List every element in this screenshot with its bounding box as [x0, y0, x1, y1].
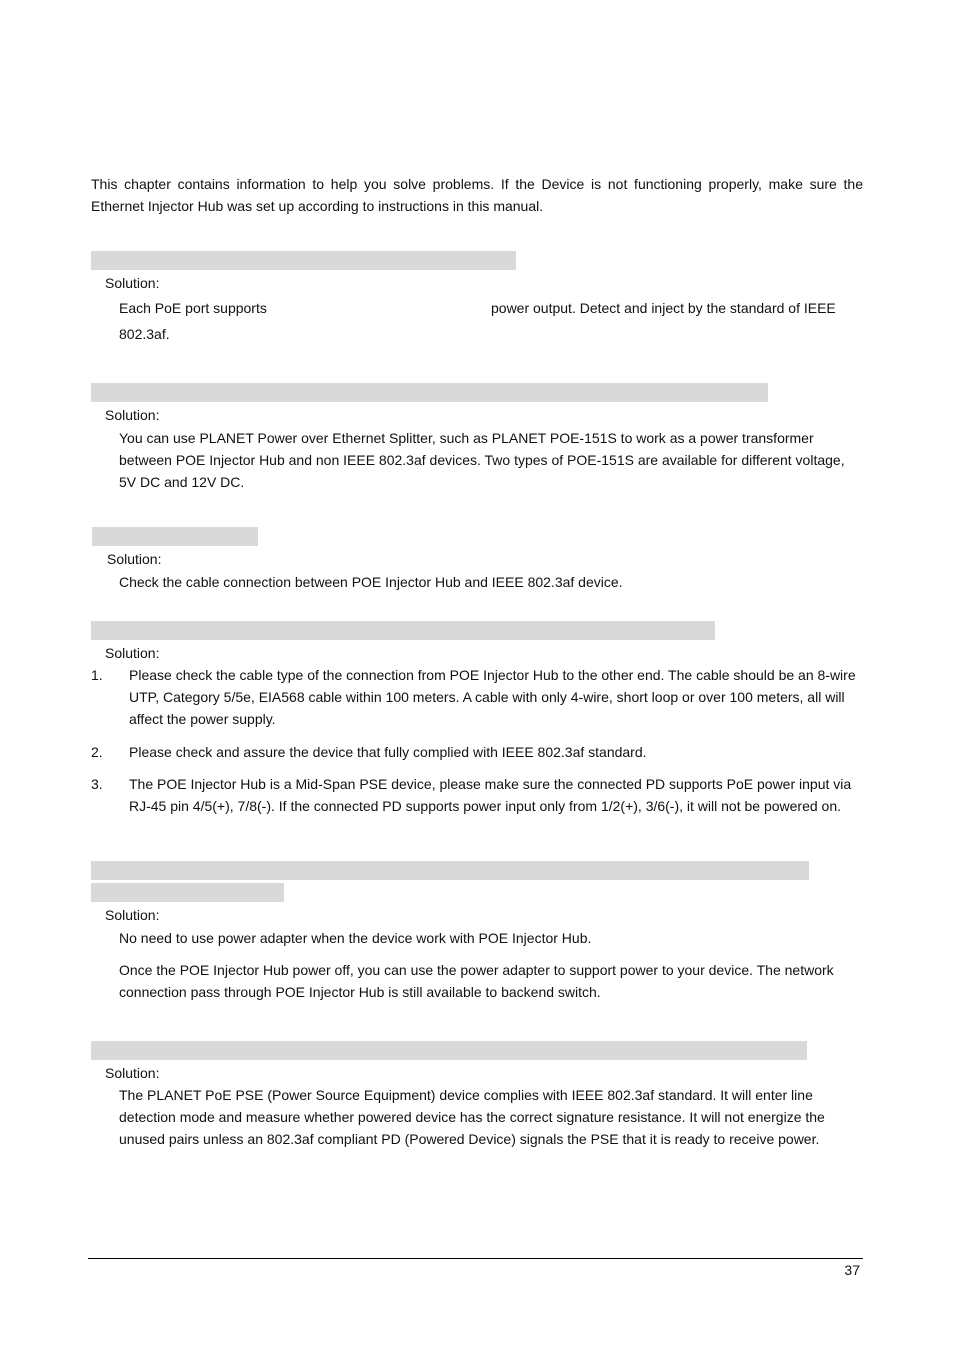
- list-number: 1.: [91, 667, 103, 683]
- section-heading-bar: [91, 251, 516, 270]
- section-heading-bar: [91, 621, 715, 640]
- section-text: Check the cable connection between POE Injector Hub and IEEE 802.3af device.: [119, 574, 623, 590]
- section-text: You can use PLANET Power over Ethernet Splitter, such as PLANET POE-151S to work as a power transformer between POE Injector Hub and non IEEE 802.3af devices. Two types of POE-151S are available for different voltage, 5V DC and 12V DC.: [119, 430, 845, 490]
- section-text: The PLANET PoE PSE (Power Source Equipment) device complies with IEEE 802.3af standard. It will enter line detection mode and measure whether powered device has the correct signature resistance. It will not energize the unused pairs unless an 802.3af compliant PD (Powered Device) signals the PSE that it is ready to receive power.: [119, 1087, 825, 1147]
- section-heading-bar: [91, 1041, 807, 1060]
- solution-label: Solution:: [105, 907, 160, 923]
- section-heading-bar: [91, 383, 768, 402]
- list-number: 3.: [91, 776, 103, 792]
- list-text: Please check and assure the device that fully complied with IEEE 802.3af standard.: [129, 744, 647, 760]
- section-heading-bar: [92, 527, 258, 546]
- solution-label: Solution:: [105, 645, 160, 661]
- solution-label: Solution:: [105, 407, 160, 423]
- solution-label: Solution:: [107, 551, 162, 567]
- solution-label: Solution:: [105, 275, 160, 291]
- section-text: 802.3af.: [119, 326, 170, 342]
- solution-label: Solution:: [105, 1065, 160, 1081]
- section-heading-bar: [91, 861, 809, 880]
- section-text: Once the POE Injector Hub power off, you can use the power adapter to support power to your device. The network connection pass through POE Injector Hub is still available to backend switch.: [119, 962, 834, 1000]
- section-text: power output. Detect and inject by the standard of IEEE: [491, 300, 836, 316]
- footer-rule: [88, 1258, 863, 1259]
- section-heading-bar: [91, 883, 284, 902]
- list-text: Please check the cable type of the connection from POE Injector Hub to the other end. The cable should be an 8-wire UTP, Category 5/5e, EIA568 cable within 100 meters. A cable with only 4-wire, short loop or over 100 meters, all will affect the power supply.: [129, 667, 856, 727]
- list-number: 2.: [91, 744, 103, 760]
- section-text: No need to use power adapter when the device work with POE Injector Hub.: [119, 930, 592, 946]
- list-text: The POE Injector Hub is a Mid-Span PSE device, please make sure the connected PD supports PoE power input via RJ-45 pin 4/5(+), 7/8(-). If the connected PD supports power input only from 1/2(+), 3/6(-), it will not be powered on.: [129, 776, 852, 814]
- page-number: 37: [844, 1262, 860, 1278]
- intro-paragraph: This chapter contains information to help you solve problems. If the Device is not functioning properly, make sure the Ethernet Injector Hub was set up according to instructions in this manual.: [91, 176, 863, 214]
- section-text: Each PoE port supports: [119, 300, 267, 316]
